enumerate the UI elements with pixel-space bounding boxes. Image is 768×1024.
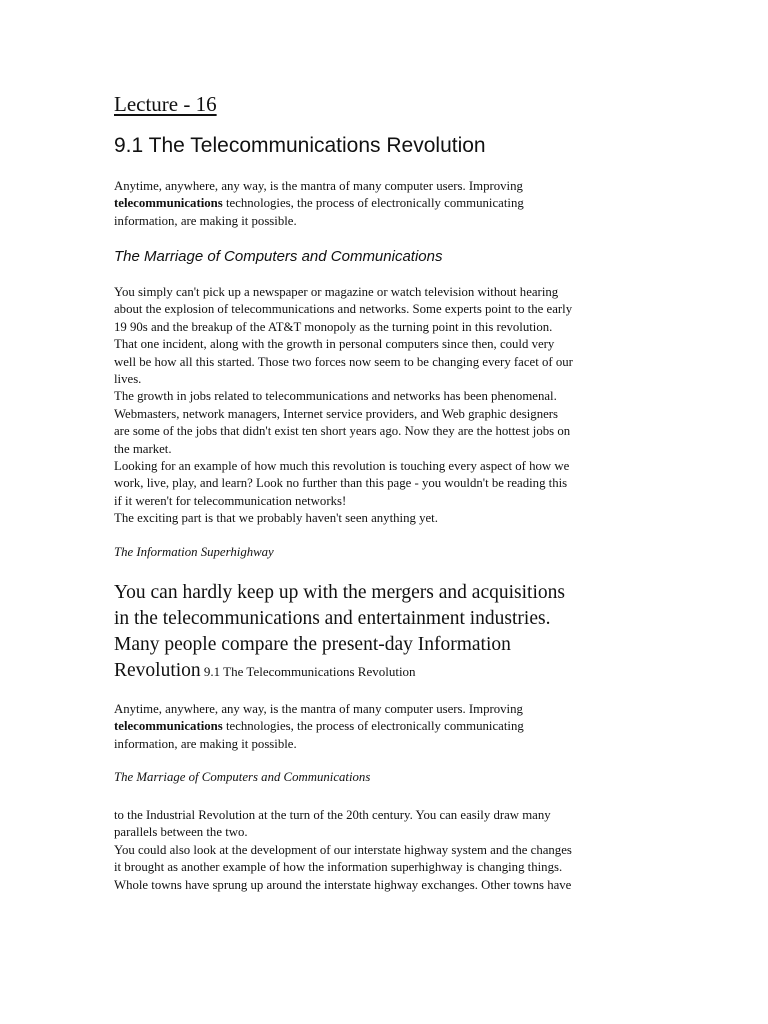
inline-section-heading: 9.1 The Telecommunications Revolution (200, 664, 416, 679)
paragraph-line: are some of the jobs that didn't exist ten short years ago. Now they are the hottest jobs on (114, 424, 571, 439)
paragraph-line: well be how all this started. Those two forces now seem to be changing every facet of our (114, 354, 573, 369)
intro-line-3: information, are making it possible. (114, 213, 297, 228)
paragraph-line: You simply can't pick up a newspaper or magazine or watch television without hearing (114, 285, 559, 299)
closing-paragraph (114, 807, 659, 894)
paragraph-line: it brought as another example of how the information superhighway is changing things. (114, 860, 563, 875)
intro-repeat-line-2-rest: technologies, the process of electronically communicating (222, 719, 524, 734)
large-line-1: You can hardly keep up with the mergers and acquisitions (114, 582, 565, 603)
intro-line-2-rest: technologies, the process of electronically communicating (222, 196, 524, 211)
large-line-4-text: Revolution (114, 660, 201, 681)
intro-paragraph (114, 178, 659, 230)
intro-line-1: Anytime, anywhere, any way, is the mantra of many computer users. Improving (114, 179, 523, 193)
large-line-4 (114, 658, 659, 685)
subheading-superhighway: The Information Superhighway (114, 545, 274, 559)
marriage-paragraph (114, 284, 659, 528)
intro-repeat-bold-term: telecommunications (114, 719, 223, 734)
section-heading: 9.1 The Telecommunications Revolution (114, 134, 486, 157)
intro-paragraph-repeat (114, 701, 659, 753)
paragraph-line: The exciting part is that we probably haven't seen anything yet. (114, 511, 438, 526)
large-line-3: Many people compare the present-day Information (114, 634, 511, 655)
paragraph-line: the market. (114, 441, 172, 456)
paragraph-line: about the explosion of telecommunications and networks. Some experts point to the early (114, 302, 573, 317)
paragraph-line: The growth in jobs related to telecommunications and networks has been phenomenal. (114, 389, 557, 404)
paragraph-line: You could also look at the development of our interstate highway system and the changes (114, 842, 572, 857)
subheading-marriage-repeat: The Marriage of Computers and Communications (114, 770, 371, 784)
paragraph-line: 19 90s and the breakup of the AT&T monopoly as the turning point in this revolution. (114, 319, 553, 334)
paragraph-line: lives. (114, 372, 142, 387)
large-paragraph (114, 580, 659, 685)
intro-line-2 (114, 195, 659, 212)
paragraph-line: Looking for an example of how much this revolution is touching every aspect of how we (114, 459, 570, 474)
paragraph-line: if it weren't for telecommunication networks! (114, 493, 347, 508)
paragraph-line: Whole towns have sprung up around the interstate highway exchanges. Other towns have (114, 877, 572, 892)
subheading-marriage: The Marriage of Computers and Communications (114, 248, 443, 265)
intro-repeat-line-2 (114, 718, 659, 735)
paragraph-line: parallels between the two. (114, 825, 248, 840)
paragraph-line: to the Industrial Revolution at the turn of the 20th century. You can easily draw many (114, 808, 551, 822)
paragraph-line: That one incident, along with the growth in personal computers since then, could very (114, 337, 555, 352)
intro-bold-term: telecommunications (114, 196, 223, 211)
paragraph-line: Webmasters, network managers, Internet service providers, and Web graphic designers (114, 406, 559, 421)
paragraph-line: work, live, play, and learn? Look no further than this page - you wouldn't be reading this (114, 476, 568, 491)
intro-repeat-line-1: Anytime, anywhere, any way, is the mantra of many computer users. Improving (114, 702, 523, 716)
large-line-2: in the telecommunications and entertainment industries. (114, 608, 551, 629)
lecture-title: Lecture - 16 (114, 92, 217, 116)
intro-repeat-line-3: information, are making it possible. (114, 736, 297, 751)
